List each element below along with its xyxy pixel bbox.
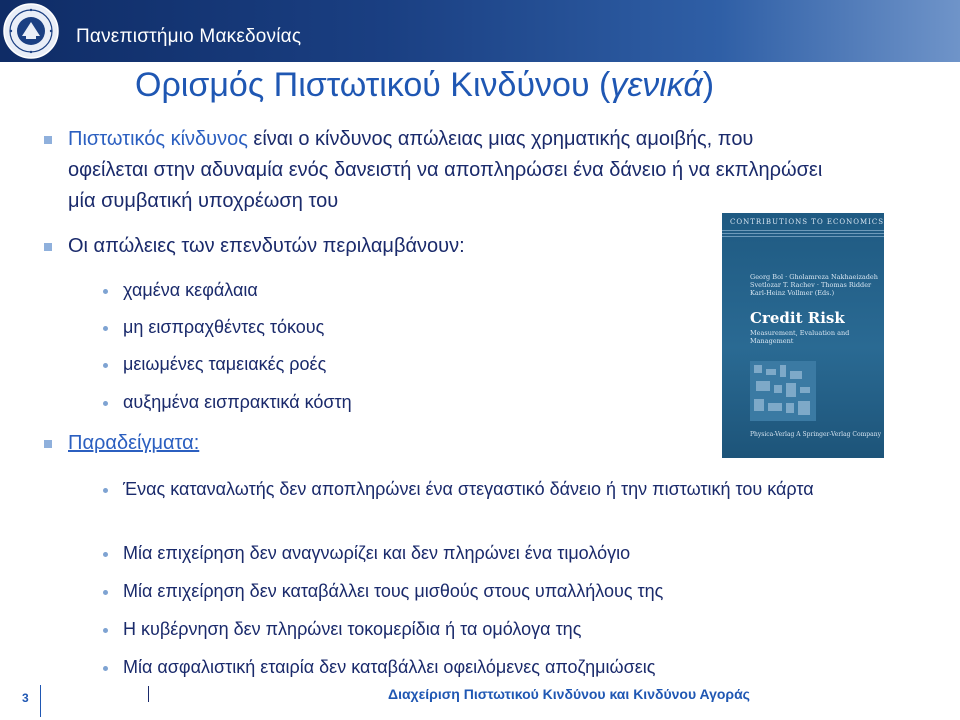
definition-text: είναι ο κίνδυνος απώλειας μιας χρηματικής αμοιβής, που οφείλεται στην αδυναμία ενός δανειστή να αποπληρώσει ένα δάνειο ή να εκπληρώσει μία συμβατική υποχρέωση του — [68, 128, 823, 212]
book-subtitle: Measurement, Evaluation and Management — [750, 329, 850, 345]
book-stripe — [722, 236, 884, 237]
book-publisher: Physica-Verlag A Springer-Verlag Company — [750, 431, 881, 438]
square-bullet-icon — [44, 243, 52, 251]
slide-title-main: Ορισμός Πιστωτικού Κινδύνου ( — [135, 66, 611, 104]
losses-heading: Οι απώλειες των επενδυτών περιλαμβάνουν: — [68, 235, 465, 257]
book-title: Credit Risk — [750, 309, 845, 327]
square-bullet-icon — [44, 136, 52, 144]
page-number-bar — [40, 685, 41, 717]
example-item: Η κυβέρνηση δεν πληρώνει τοκομερίδια ή τα ομόλογα της — [123, 619, 582, 639]
header-bar — [0, 0, 960, 62]
slide-title-close: ) — [702, 66, 715, 104]
examples-label: Παραδείγματα: — [68, 432, 200, 454]
definition-bullet — [68, 124, 838, 217]
dot-bullet-icon — [103, 289, 108, 294]
loss-item: αυξημένα εισπρακτικά κόστη — [123, 392, 352, 412]
book-cover-art — [750, 361, 816, 421]
loss-item: χαμένα κεφάλαια — [123, 280, 258, 300]
slide-title-italic: γενικά — [610, 66, 703, 104]
dot-bullet-icon — [103, 590, 108, 595]
dot-bullet-icon — [103, 401, 108, 406]
book-series: CONTRIBUTIONS TO ECONOMICS — [730, 218, 884, 226]
book-cover-image — [722, 213, 884, 458]
book-authors: Georg Bol · Gholamreza Nakhaeizadeh Svetlozar T. Rachev · Thomas Ridder Karl-Heinz Vollmer (Eds.) — [750, 273, 878, 297]
university-seal-icon — [2, 2, 60, 60]
slide-title — [135, 66, 714, 105]
square-bullet-icon — [44, 440, 52, 448]
loss-item: μειωμένες ταμειακές ροές — [123, 354, 327, 374]
example-item: Μία επιχείρηση δεν καταβάλλει τους μισθούς στους υπαλλήλους της — [123, 581, 664, 601]
definition-term: Πιστωτικός κίνδυνος — [68, 128, 248, 150]
dot-bullet-icon — [103, 488, 108, 493]
footer-course-title: Διαχείριση Πιστωτικού Κινδύνου και Κινδύνου Αγοράς — [388, 686, 750, 702]
book-stripe — [722, 233, 884, 234]
dot-bullet-icon — [103, 552, 108, 557]
page-number: 3 — [22, 691, 29, 705]
dot-bullet-icon — [103, 326, 108, 331]
example-item: Μία ασφαλιστική εταιρία δεν καταβάλλει οφειλόμενες αποζημιώσεις — [123, 657, 656, 677]
loss-item: μη εισπραχθέντες τόκους — [123, 317, 325, 337]
dot-bullet-icon — [103, 628, 108, 633]
example-item: Ένας καταναλωτής δεν αποπληρώνει ένα στεγαστικό δάνειο ή την πιστωτική του κάρτα — [123, 479, 814, 499]
book-stripe — [722, 230, 884, 231]
footer-divider — [148, 686, 149, 702]
dot-bullet-icon — [103, 666, 108, 671]
university-name: Πανεπιστήμιο Μακεδονίας — [76, 26, 302, 47]
dot-bullet-icon — [103, 363, 108, 368]
example-item: Μία επιχείρηση δεν αναγνωρίζει και δεν πληρώνει ένα τιμολόγιο — [123, 543, 631, 563]
